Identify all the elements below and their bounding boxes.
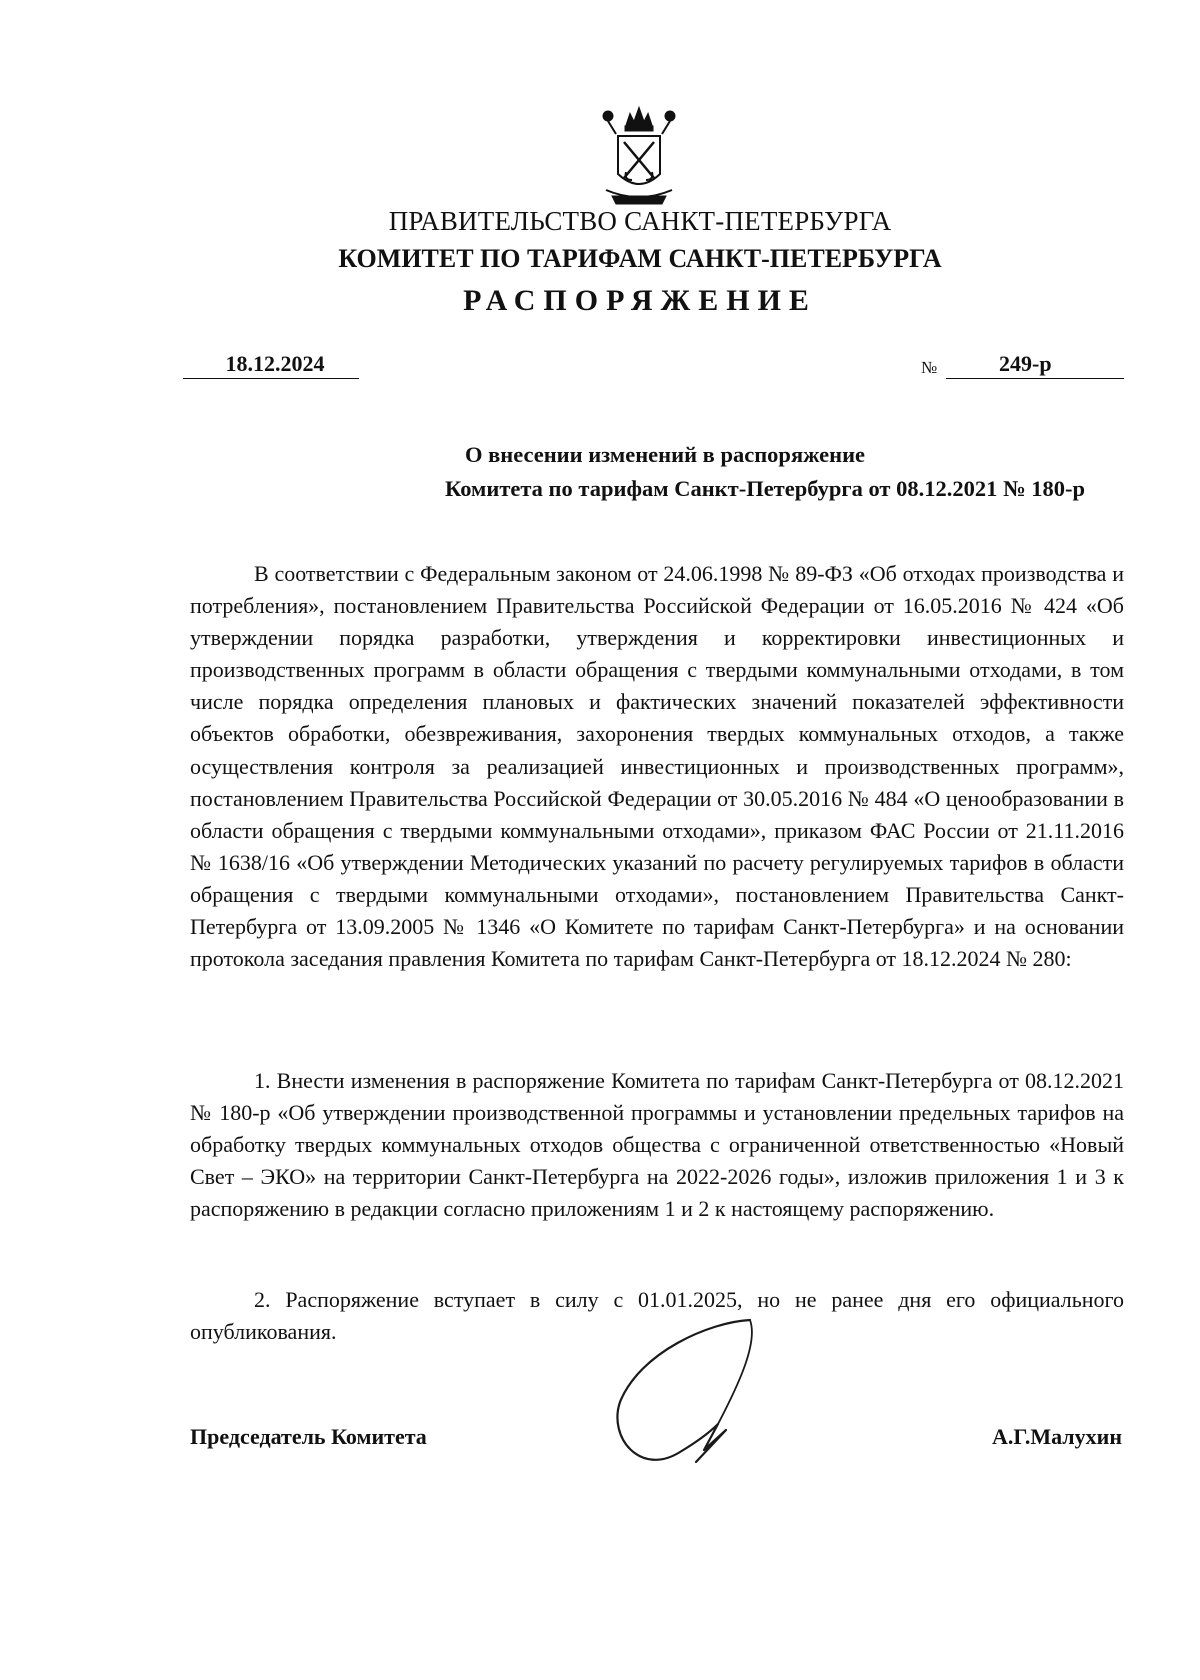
- document-number: 249-р: [999, 351, 1052, 376]
- signatory-position: Председатель Комитета: [190, 1424, 427, 1449]
- preamble-paragraph: В соответствии с Федеральным законом от 24.06.1998 № 89-ФЗ «Об отходах производства и потребления», постановлением Правительства Российской Федерации от 16.05.2016 № 424 «Об утверждении порядка разработки, утверждения и корректировки инвестиционных и производственных программ в области обращения с твердыми коммунальными отходами, в том числе порядка определения плановых и фактических значений показателей эффективности объектов обработки, обезвреживания, захоронения твердых коммунальных отходов, а также осуществления контроля за реализацией инвестиционных и производственных программ», постановлением Правительства Российской Федерации от 30.05.2016 № 484 «О ценообразовании в области обращения с твердыми коммунальными отходами», приказом ФАС России от 21.11.2016 № 1638/16 «Об утверждении Методических указаний по расчету регулируемых тарифов в области обращения с твердыми коммунальными отходами», постановлением Правительства Санкт-Петербурга от 13.09.2005 № 1346 «О Комитете по тарифам Санкт-Петербурга» и на основании протокола заседания правления Комитета по тарифам Санкт-Петербурга от 18.12.2024 № 280:: [190, 561, 1124, 972]
- number-label: №: [921, 358, 938, 377]
- document-type-heading: РАСПОРЯЖЕНИЕ: [463, 284, 817, 317]
- committee-title: КОМИТЕТ ПО ТАРИФАМ САНКТ-ПЕТЕРБУРГА: [338, 244, 942, 273]
- subject-line-2: Комитета по тарифам Санкт-Петербурга от 08.12.2021 № 180-р: [445, 476, 1085, 501]
- government-title: ПРАВИТЕЛЬСТВО САНКТ-ПЕТЕРБУРГА: [388, 206, 892, 236]
- document-date: 18.12.2024: [225, 351, 325, 376]
- subject-line-1: О внесении изменений в распоряжение: [464, 442, 866, 467]
- order-item-1: 1. Внести изменения в распоряжение Комитета по тарифам Санкт-Петербурга от 08.12.2021 № 180-р «Об утверждении производственной программы и установлении предельных тарифов на обработку твердых коммунальных отходов общества с ограниченной ответственностью «Новый Свет – ЭКО» на территории Санкт-Петербурга на 2022-2026 годы», изложив приложения 1 и 3 к распоряжению в редакции согласно приложениям 1 и 2 к настоящему распоряжению.: [190, 1068, 1124, 1222]
- order-item-2: 2. Распоряжение вступает в силу с 01.01.2025, но не ранее дня его официального опубликования.: [190, 1287, 1124, 1345]
- document-date-field: [183, 350, 359, 379]
- document-number-field: [946, 350, 1124, 379]
- signatory-name: А.Г.Малухин: [991, 1424, 1122, 1449]
- coat-of-arms-emblem: [596, 104, 682, 210]
- handwritten-signature: [600, 1312, 800, 1482]
